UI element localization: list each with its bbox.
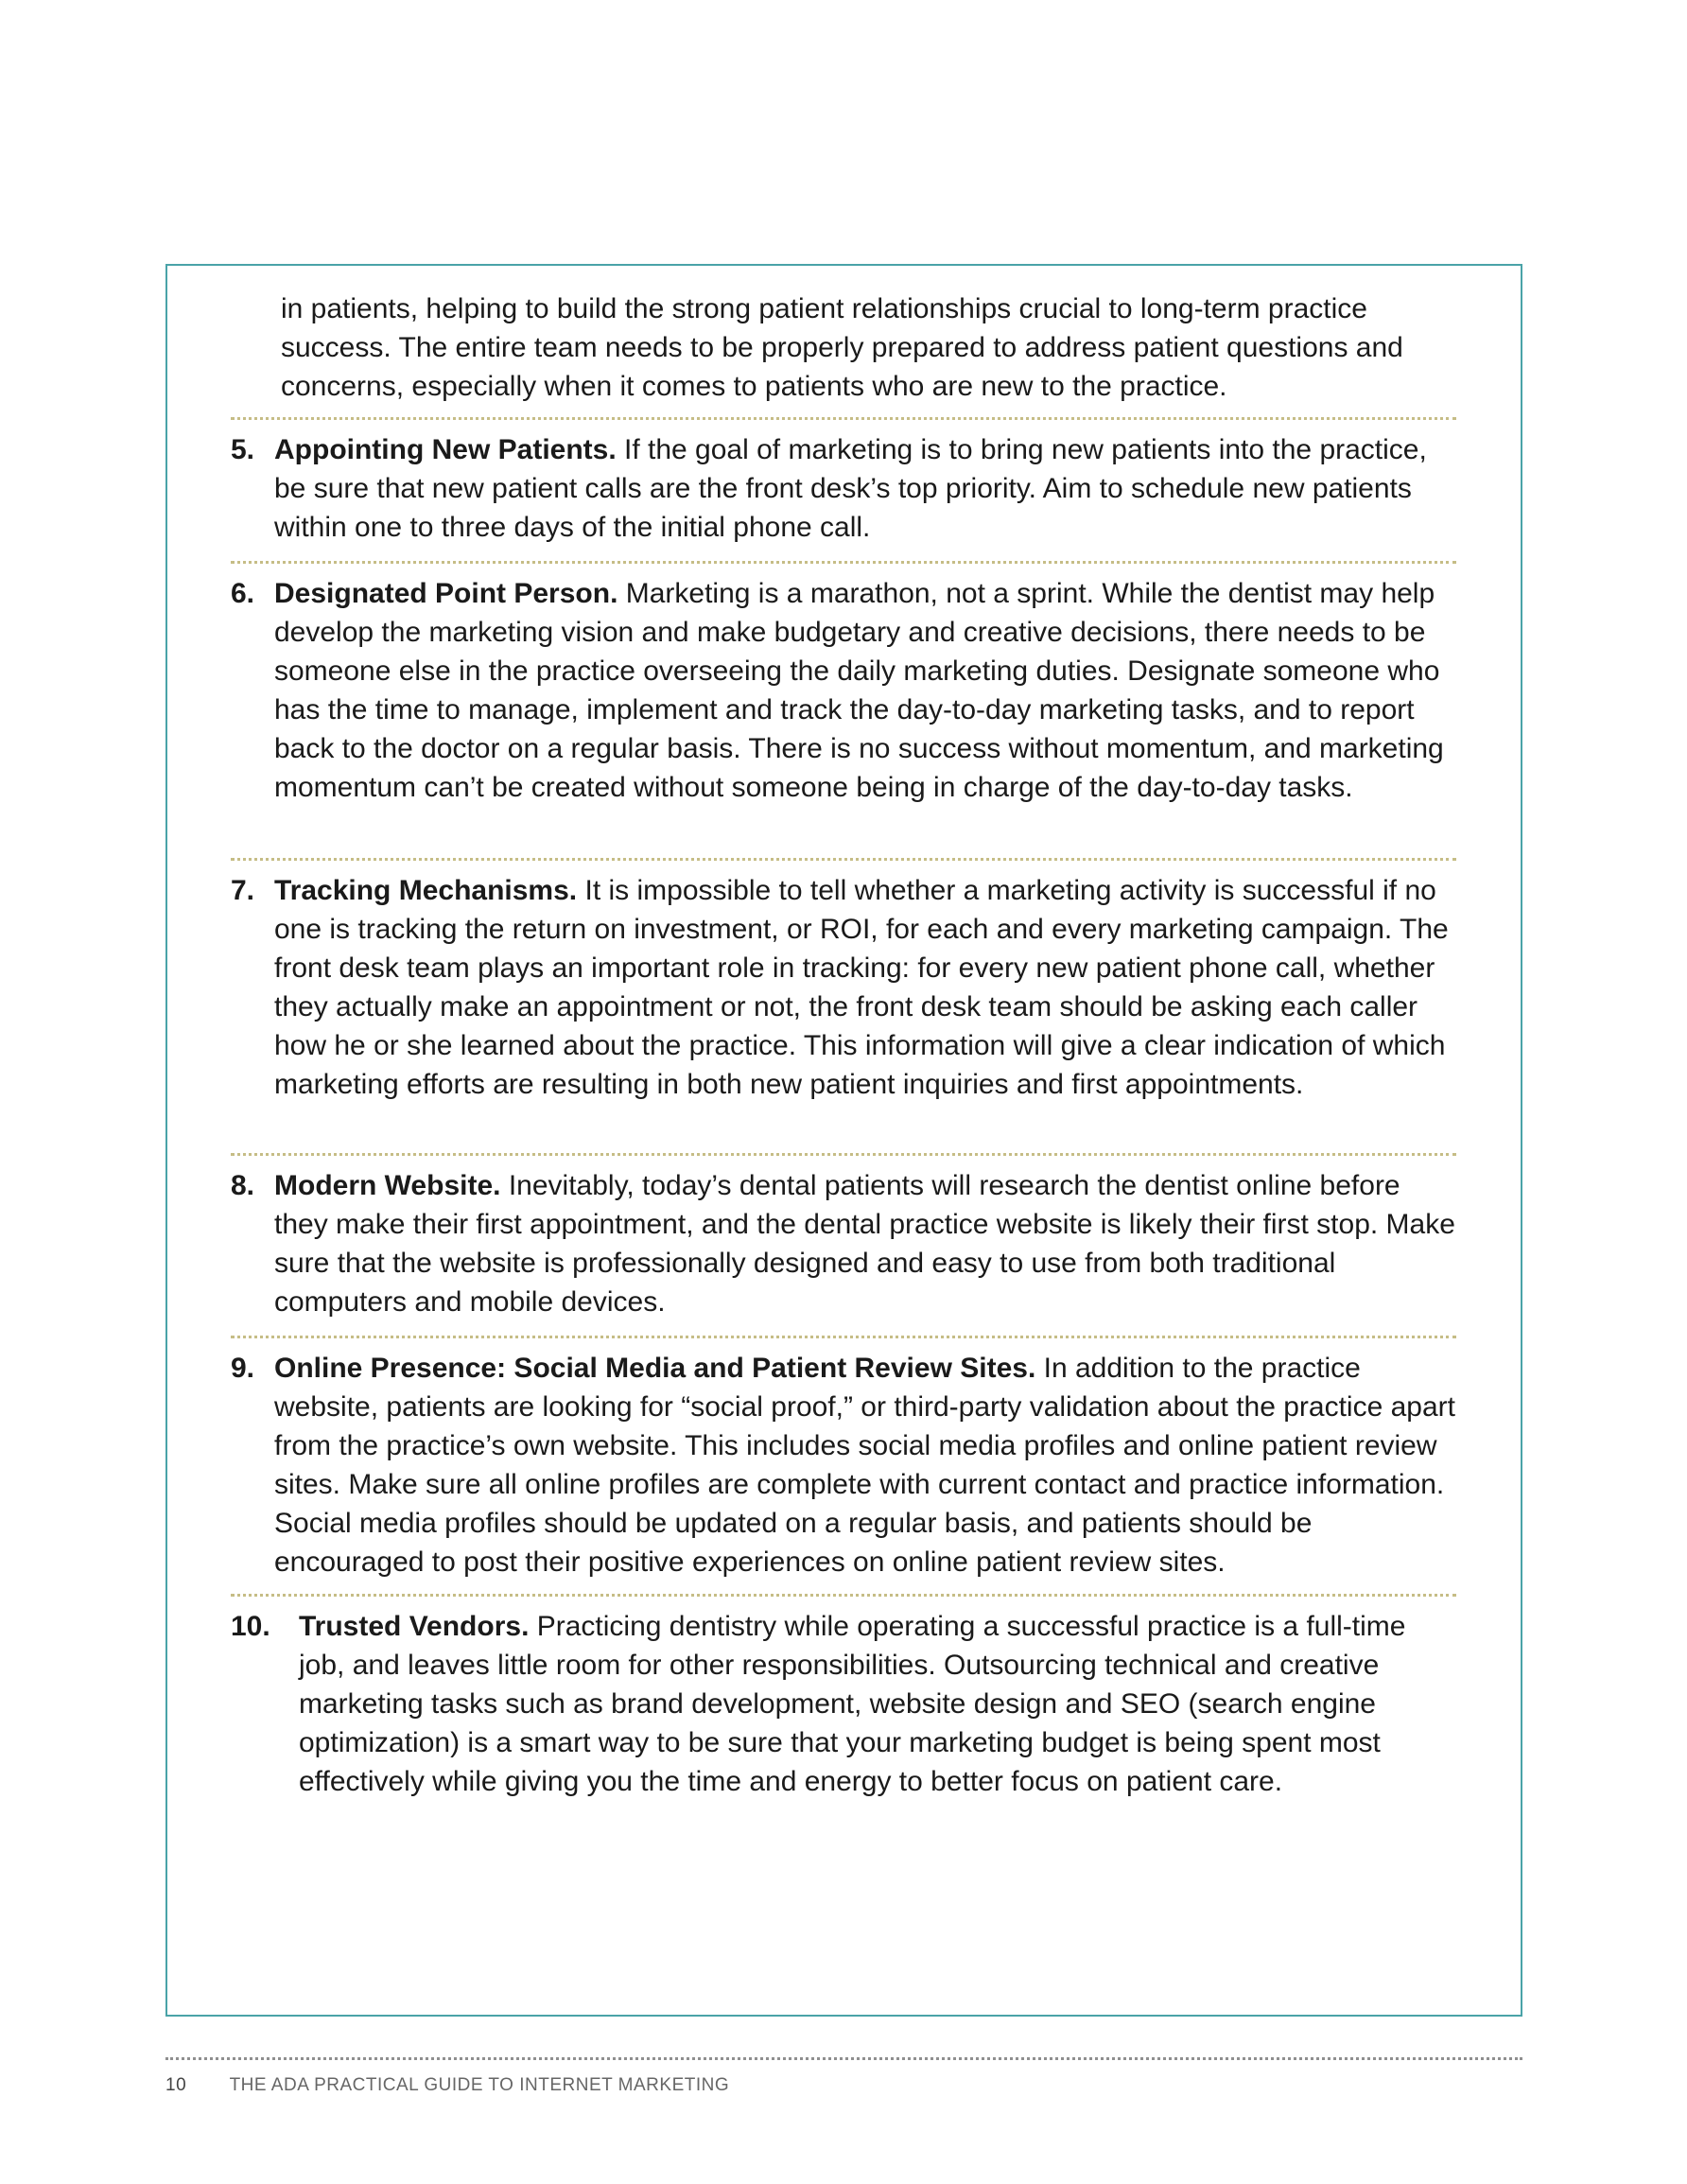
item-title: Modern Website. bbox=[274, 1170, 501, 1201]
item-text: It is impossible to tell whether a marketing activity is successful if no one is tracking the return on investment, or ROI, for each and every marketing campaign. The front desk team plays an important role in tracking: for every new patient phone call, whether they actually make an appointment or not, the front desk team should be asking each caller how he or she learned about the practice. This information will give a clear indication of which marketing efforts are resulting in both new patient inquiries and first appointments. bbox=[274, 875, 1449, 1100]
item-body bbox=[274, 1166, 1456, 1321]
section-divider bbox=[231, 1153, 1456, 1156]
running-title: THE ADA PRACTICAL GUIDE TO INTERNET MARKETING bbox=[229, 2075, 730, 2095]
item-body bbox=[299, 1607, 1456, 1801]
section-divider bbox=[231, 417, 1456, 420]
item-text: If the goal of marketing is to bring new patients into the practice, be sure that new patient calls are the front desk’s top priority. Aim to schedule new patients within one to three days of the initial phone call. bbox=[274, 434, 1427, 543]
item-text: Inevitably, today’s dental patients will research the dentist online before they make their first appointment, and the dental practice website is likely their first stop. Make sure that the website is professionally designed and easy to use from both traditional computers and mobile devices. bbox=[274, 1170, 1455, 1318]
section-divider bbox=[231, 561, 1456, 564]
item-title: Tracking Mechanisms. bbox=[274, 875, 578, 906]
item-title: Online Presence: Social Media and Patient Review Sites. bbox=[274, 1353, 1036, 1384]
item-title: Designated Point Person. bbox=[274, 578, 618, 609]
page-footer bbox=[165, 2075, 729, 2096]
list-item-8 bbox=[231, 1166, 1456, 1321]
footer-divider bbox=[165, 2057, 1522, 2060]
item-number: 6. bbox=[231, 578, 255, 609]
item-text: In addition to the practice website, patients are looking for “social proof,” or third-party validation about the practice apart from the practice’s own website. This includes social media profiles and online patient review sites. Make sure all online profiles are complete with current contact and practice information. Social media profiles should be updated on a regular basis, and patients should be encouraged to post their positive experiences on online patient review sites. bbox=[274, 1353, 1455, 1578]
item-title: Trusted Vendors. bbox=[299, 1611, 530, 1642]
section-divider bbox=[231, 1336, 1456, 1338]
continuation-paragraph: in patients, helping to build the strong patient relationships crucial to long-term practice success. The entire team needs to be properly prepared to address patient questions and concerns, especially when it comes to patients who are new to the practice. bbox=[281, 293, 1403, 402]
item-number: 9. bbox=[231, 1353, 255, 1384]
item-body bbox=[274, 871, 1456, 1104]
list-item-7 bbox=[231, 871, 1456, 1104]
item-number: 10. bbox=[231, 1611, 270, 1642]
item-text: Marketing is a marathon, not a sprint. While the dentist may help develop the marketing vision and make budgetary and creative decisions, there needs to be someone else in the practice overseeing the daily marketing duties. Designate someone who has the time to manage, implement and track the day-to-day marketing tasks, and to report back to the doctor on a regular basis. There is no success without momentum, and marketing momentum can’t be created without someone being in charge of the day-to-day tasks. bbox=[274, 578, 1444, 803]
list-item-9 bbox=[231, 1349, 1456, 1581]
list-item-6 bbox=[231, 574, 1456, 807]
item-body bbox=[274, 1349, 1456, 1581]
list-item-10 bbox=[231, 1607, 1456, 1801]
item-number: 8. bbox=[231, 1170, 255, 1201]
list-item-5 bbox=[231, 430, 1456, 547]
item-title: Appointing New Patients. bbox=[274, 434, 617, 465]
item-body bbox=[274, 430, 1456, 547]
section-divider bbox=[231, 1594, 1456, 1597]
item-text: Practicing dentistry while operating a successful practice is a full-time job, and leaves little room for other responsibilities. Outsourcing technical and creative marketing tasks such as brand development, website design and SEO (search engine optimization) is a smart way to be sure that your marketing budget is being spent most effectively while giving you the time and energy to better focus on patient care. bbox=[299, 1611, 1406, 1797]
item-number: 7. bbox=[231, 875, 255, 906]
page-number: 10 bbox=[165, 2075, 187, 2095]
item-number: 5. bbox=[231, 434, 255, 465]
item-body bbox=[274, 574, 1456, 807]
section-divider bbox=[231, 858, 1456, 861]
